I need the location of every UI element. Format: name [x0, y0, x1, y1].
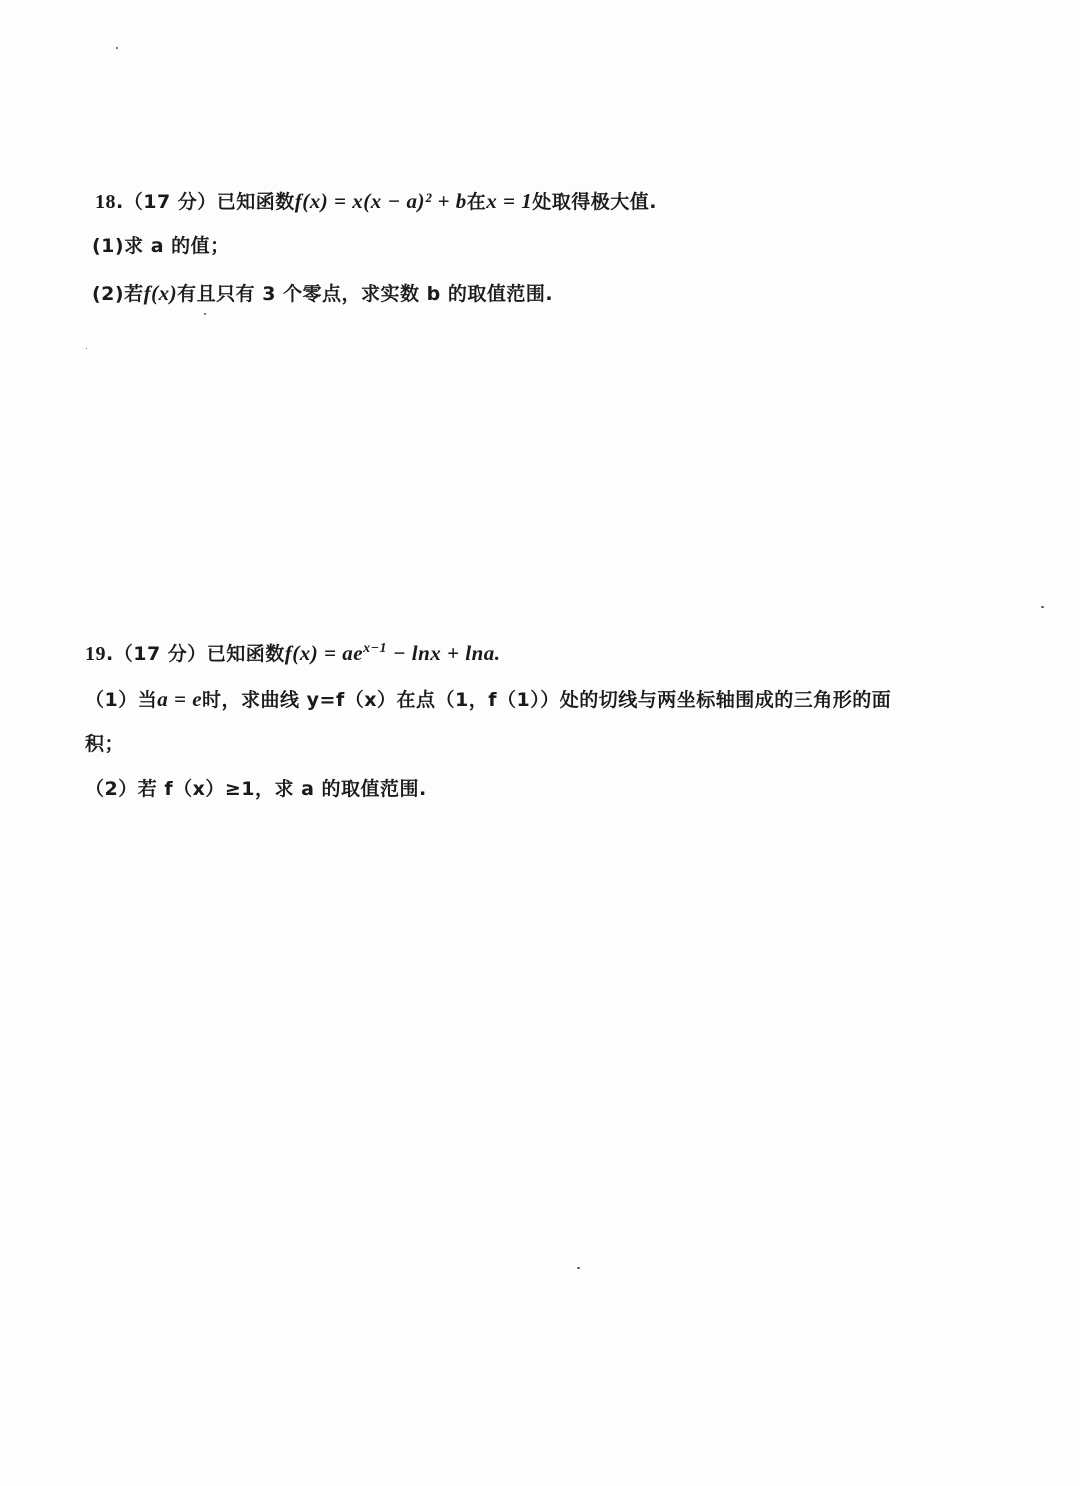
scan-speck [86, 348, 87, 349]
q18-part2-label: (2) [92, 283, 125, 305]
q19-number: 19 [85, 643, 106, 665]
q19-part1 [85, 686, 891, 713]
q18-part2-formula: f(x) [143, 281, 178, 305]
q18-condition: x = 1 [486, 189, 533, 213]
q19-formula-exp: x−1 [363, 641, 388, 656]
q19-formula-rhs: − lnx + lna. [387, 641, 501, 665]
q18-part2-text: 有且只有 3 个零点，求实数 b 的取值范围. [177, 283, 554, 305]
q19-formula [285, 641, 501, 665]
q18-part1 [92, 233, 230, 259]
q19-part2-label: （2） [85, 778, 138, 800]
q18-points: （17 分） [123, 191, 217, 213]
q19-part1-label: （1） [85, 689, 138, 711]
q18-stem-prefix: 已知函数 [216, 191, 295, 213]
q19-points: （17 分） [113, 643, 207, 665]
q19-formula-lhs: f(x) = ae [284, 641, 364, 665]
q19-part1-prefix: 当 [137, 689, 158, 711]
q18-stem-mid: 在 [466, 191, 487, 213]
q18-stem: 18.（17 分）已知函数f(x) = x(x − a)² + b在x = 1处取得极大值. [95, 189, 657, 213]
q18-formula: f(x) = x(x − a)² + b [294, 189, 467, 213]
scan-speck [577, 1267, 580, 1269]
q19-part1-cond: a = e [157, 687, 203, 711]
q18-part2-prefix: 若 [124, 283, 144, 305]
q18-part2 [92, 280, 553, 307]
q19-stem-prefix: 已知函数 [206, 643, 285, 665]
q19-part2 [85, 776, 427, 802]
scan-speck [116, 47, 118, 49]
q18-part1-label: (1) [92, 235, 125, 257]
q19-part2-text: 若 f（x）≥1，求 a 的取值范围. [137, 778, 427, 800]
q19-part1-text: 时，求曲线 y=f（x）在点（1，f（1））处的切线与两坐标轴围成的三角形的面 [202, 689, 892, 711]
scan-speck [204, 313, 206, 315]
q18-number: 18 [95, 191, 116, 213]
q18-stem-suffix: 处取得极大值. [532, 191, 657, 213]
q19-stem: 19.（17 分）已知函数$f(x) = ae^{x-1} - \ln x + \ln a$. [85, 641, 501, 665]
q18-part1-text: 求 a 的值； [124, 235, 230, 257]
q19-part1-cont: 积； [85, 733, 125, 755]
q19-part1-continued [85, 731, 124, 757]
scan-speck [1041, 606, 1044, 608]
